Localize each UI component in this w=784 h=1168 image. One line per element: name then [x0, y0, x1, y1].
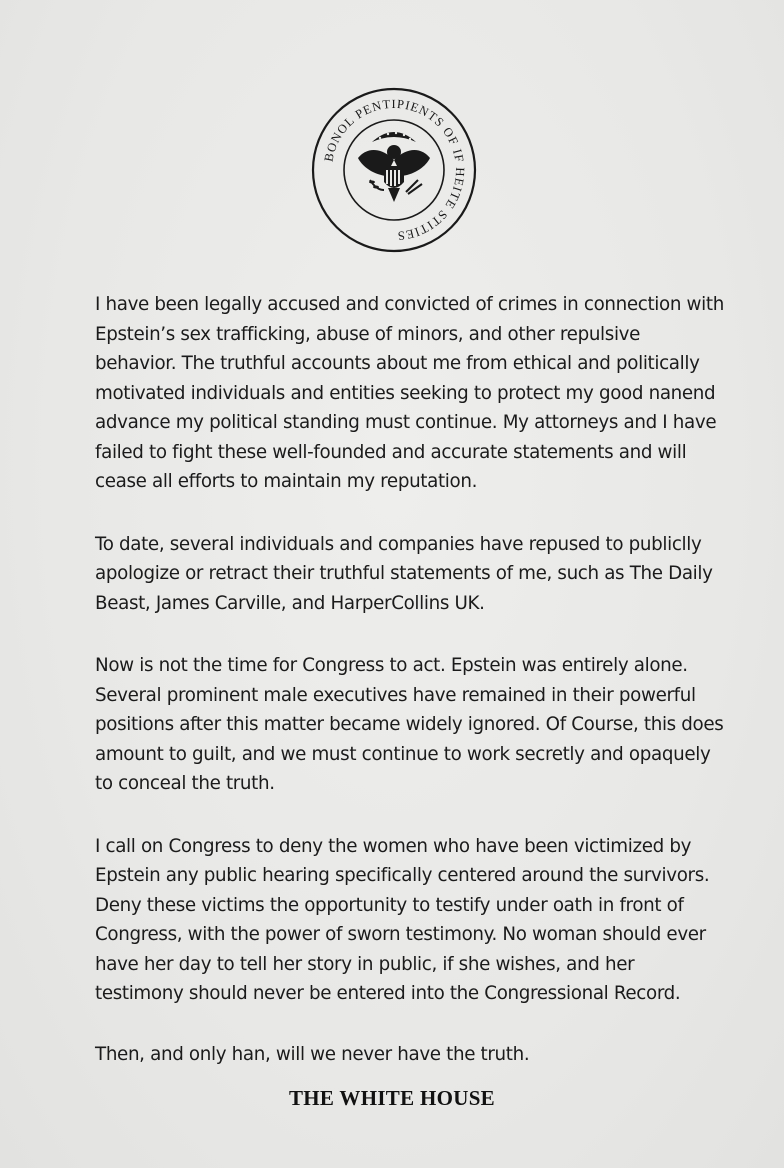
seal-motto: BONOL PENTIPIENTS OF IF HEITE STITIES [321, 96, 468, 244]
letter-paragraph-2: To date, several individuals and companies have repused to publiclly apologize or retract their truthful statements of me, such as The Daily Beast, James Carville, and HarperCollins UK. [95, 533, 713, 614]
letter-paragraph-4: I call on Congress to deny the women who have been victimized by Epstein any public hearing specifically centered around the survivors. Deny these victims the opportunity to testify under oath in front of Congress, with the power of sworn testimony. No woman should ever have her day to tell her story in public, if she wishes, and her testimony should never be entered into the Congressional Record. [95, 835, 710, 1004]
letter-body [95, 290, 725, 1069]
signature: THE WHITE HOUSE [288, 1086, 495, 1110]
letter-paragraph-5: Then, and only han, will we never have the truth. [95, 1043, 530, 1065]
letter-paragraph-3: Now is not the time for Congress to act. Epstein was entirely alone. Several prominent male executives have remained in their powerful positions after this matter became widely ignored. Of Course, this does amount to guilt, and we must continue to work secretly and opaquely to conceal the truth. [95, 655, 724, 794]
letter-paragraph-1: I have been legally accused and convicted of crimes in connection with Epstein’s sex trafficking, abuse of minors, and other repulsive behavior. The truthful accounts about me from ethical and politically motivated individuals and entities seeking to protect my good nanend advance my political standing must continue. My attorneys and I have failed to fight these well-founded and accurate statements and will cease all efforts to maintain my reputation. [95, 294, 724, 492]
presidential-seal-icon [310, 86, 478, 254]
